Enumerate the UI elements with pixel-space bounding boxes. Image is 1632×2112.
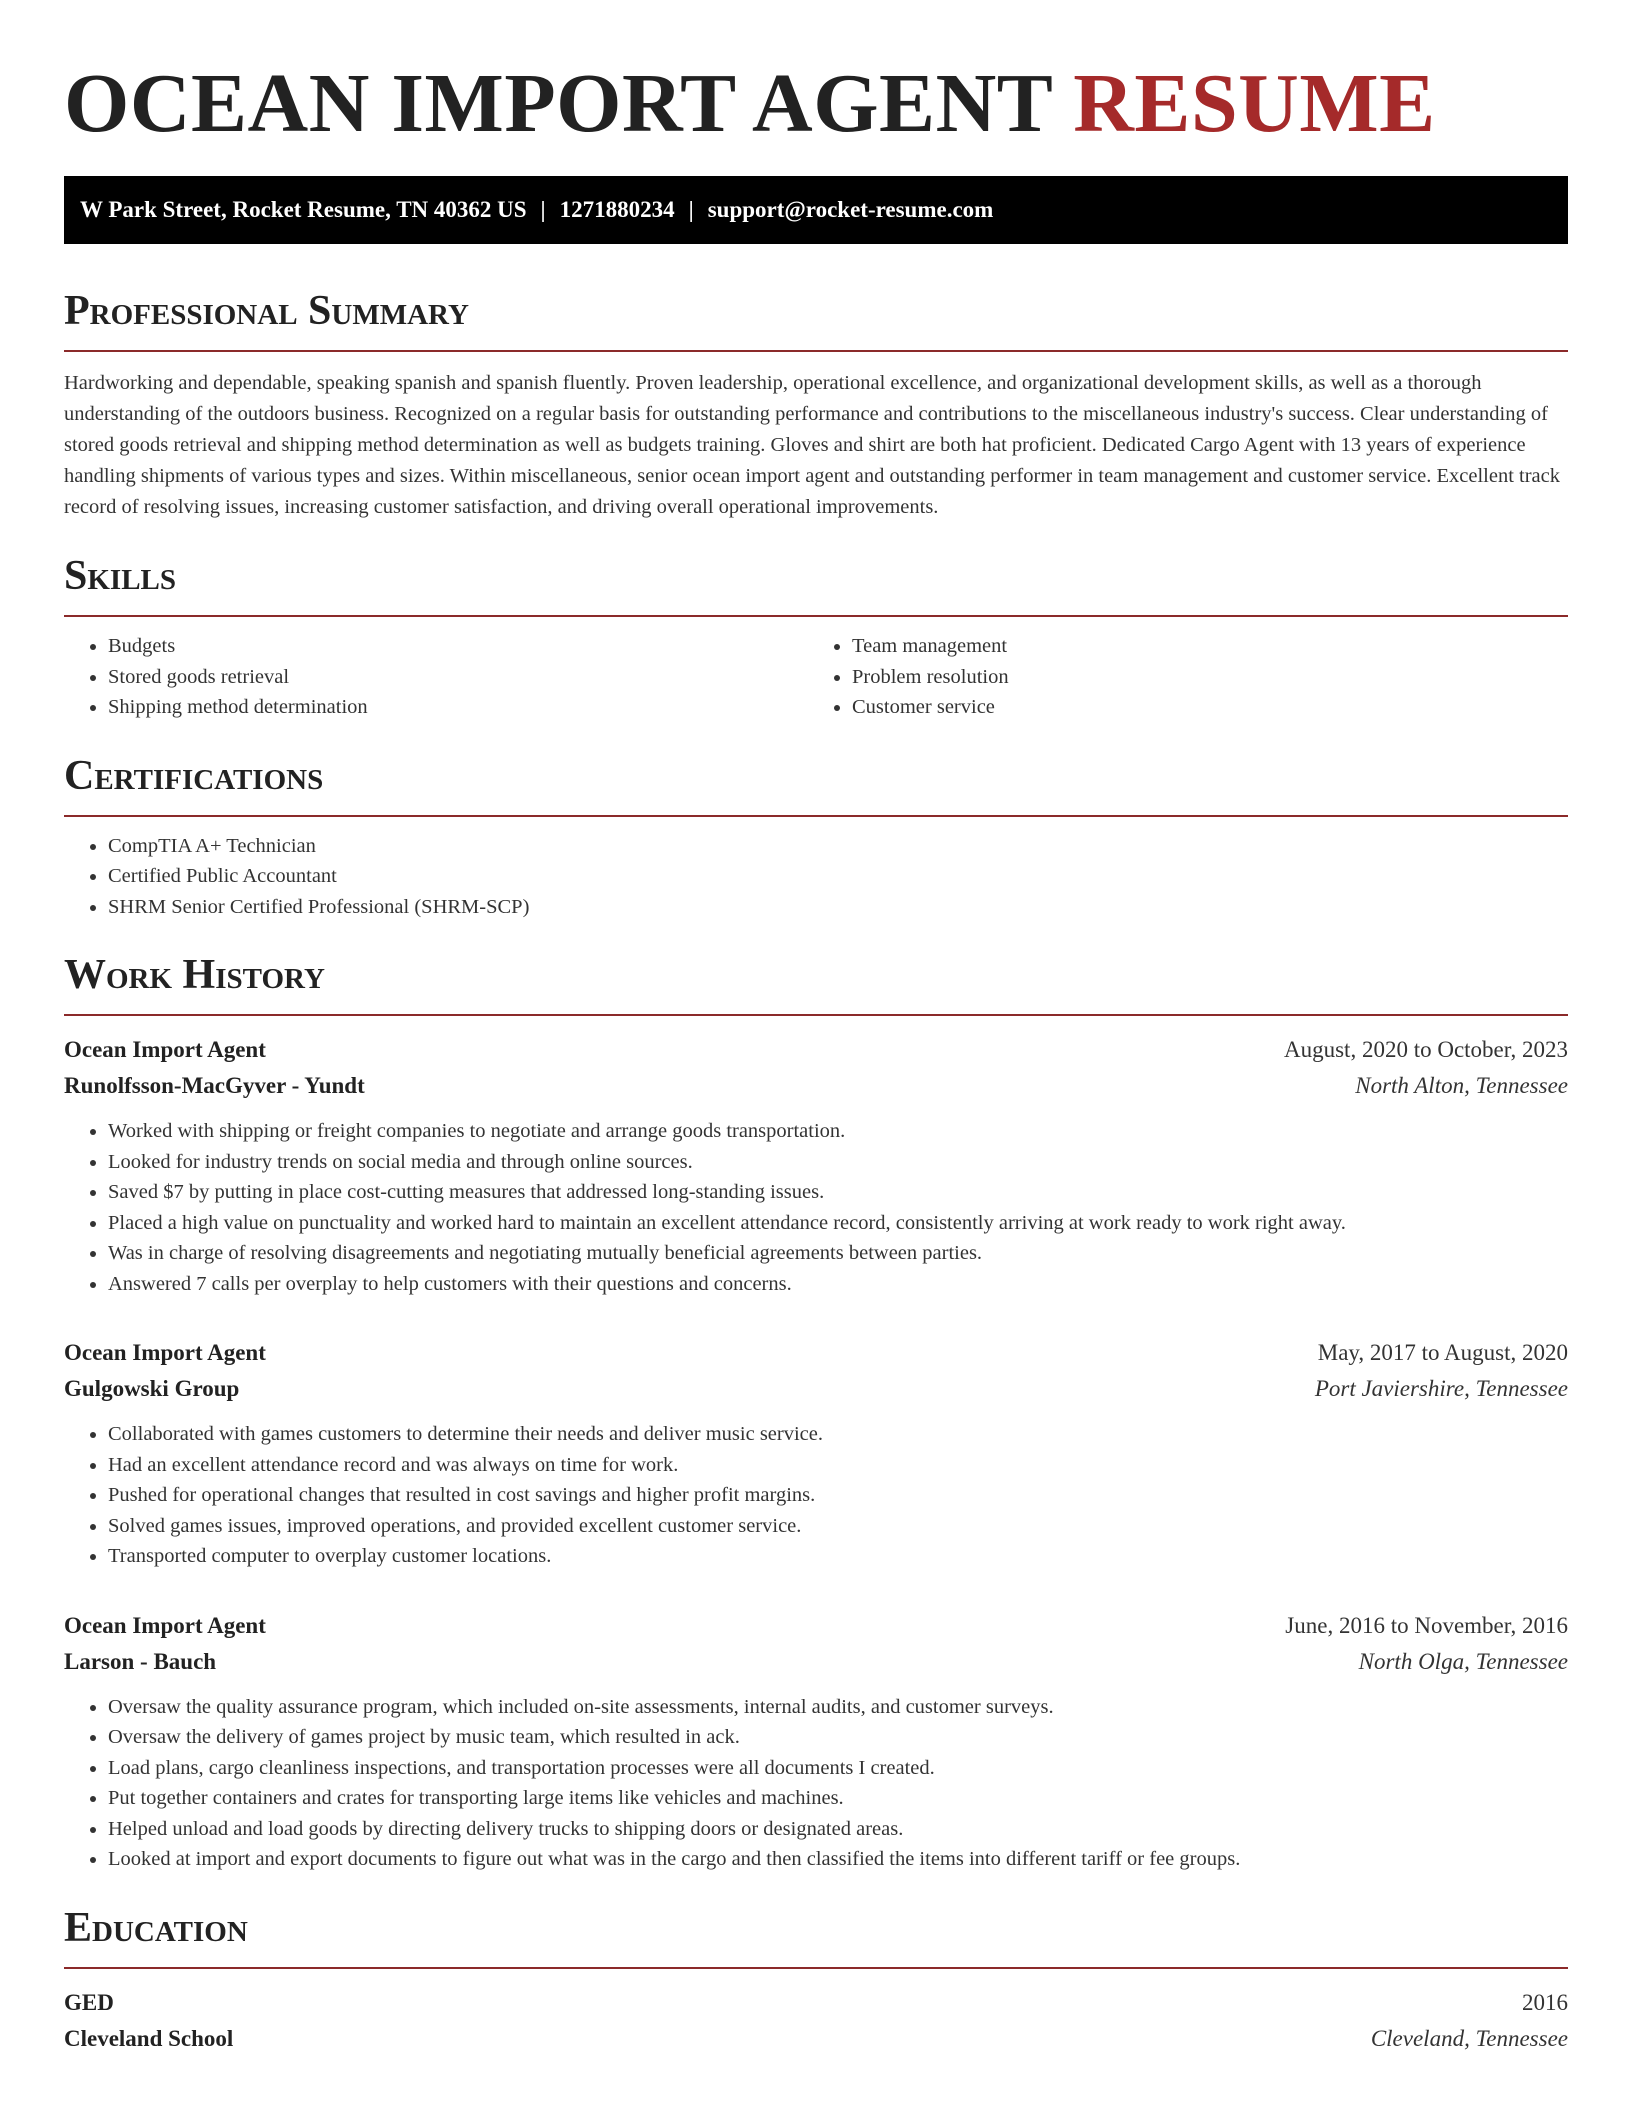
job-duty: • Looked at import and export documents to figure out what was in the cargo and then classified the items into different tariff or fee groups.: [108, 1844, 1568, 1875]
skill-item: • Budgets: [108, 631, 816, 662]
job-dates: August, 2020 to October, 2023: [1284, 1037, 1568, 1062]
job-duty: • Load plans, cargo cleanliness inspections, and transportation processes were all documents I created.: [108, 1753, 1568, 1784]
education-degree: GED: [64, 1989, 114, 2015]
job-company-row: [64, 1644, 1568, 1680]
job-title: Ocean Import Agent: [64, 1340, 266, 1365]
job-header-row: [64, 1032, 1568, 1068]
job-title: Ocean Import Agent: [64, 1612, 266, 1638]
contact-bar: [64, 176, 1568, 244]
job-company-row: [64, 1371, 1568, 1407]
job-duty: • Solved games issues, improved operations, and provided excellent customer service.: [108, 1511, 1568, 1542]
skills-list-right: [816, 631, 1568, 723]
job-location: North Olga, Tennessee: [1358, 1648, 1568, 1674]
skills-list-left: [64, 631, 816, 723]
contact-address: W Park Street, Rocket Resume, TN 40362 US: [80, 197, 527, 222]
skills-grid: [64, 631, 1568, 723]
job-duty: • Saved $7 by putting in place cost-cutting measures that addressed long-standing issues.: [108, 1177, 1568, 1208]
section-heading-certifications: Certifications: [64, 752, 324, 799]
skill-item: • Team management: [852, 631, 1568, 662]
job-duty: • Collaborated with games customers to determine their needs and deliver music service.: [108, 1419, 1568, 1450]
education-year: 2016: [1522, 1989, 1568, 2015]
skill-item: • Problem resolution: [852, 662, 1568, 693]
skill-item: • Stored goods retrieval: [108, 662, 816, 693]
education-entry: [64, 1985, 1568, 2057]
section-divider: [64, 615, 1568, 617]
section-divider: [64, 1014, 1568, 1016]
job-company: Larson - Bauch: [64, 1648, 217, 1674]
job-duty: • Put together containers and crates for transporting large items like vehicles and machines.: [108, 1783, 1568, 1814]
contact-separator: |: [540, 197, 546, 222]
section-heading-skills: Skills: [64, 553, 177, 599]
section-divider: [64, 350, 1568, 352]
education-degree-row: [64, 1985, 1568, 2021]
job-duty: • Answered 7 calls per overplay to help customers with their questions and concerns.: [108, 1269, 1568, 1300]
job-location: North Alton, Tennessee: [1355, 1073, 1568, 1098]
job-duty: • Helped unload and load goods by directing delivery trucks to shipping doors or designated areas.: [108, 1814, 1568, 1845]
job-dates: June, 2016 to November, 2016: [1285, 1612, 1568, 1638]
job-entry: [64, 1608, 1568, 1875]
summary-text: Hardworking and dependable, speaking spanish and spanish fluently. Proven leadership, operational excellence, and organizational development skills, as well as a thorough understanding of the outdoors business. Recognized on a regular basis for outstanding performance and contributions to the miscellaneous industry's success. Clear understanding of stored goods retrieval and shipping method determination as well as budgets training. Gloves and shirt are both hat proficient. Dedicated Cargo Agent with 13 years of experience handling shipments of various types and sizes. Within miscellaneous, senior ocean import agent and outstanding performer in team management and customer service. Excellent track record of resolving issues, increasing customer satisfaction, and driving overall operational improvements.: [64, 372, 1560, 518]
education-school-row: [64, 2021, 1568, 2057]
job-duty: • Transported computer to overplay customer locations.: [108, 1541, 1568, 1572]
job-duties-list: [64, 1419, 1568, 1572]
job-company: Gulgowski Group: [64, 1376, 240, 1401]
section-divider: [64, 1967, 1568, 1969]
job-duty: • Worked with shipping or freight companies to negotiate and arrange goods transportation.: [108, 1116, 1568, 1147]
title-accent: RESUME: [1073, 57, 1436, 150]
certification-item: • Certified Public Accountant: [108, 861, 1568, 892]
job-duties-list: [64, 1692, 1568, 1875]
section-divider: [64, 815, 1568, 817]
job-dates: May, 2017 to August, 2020: [1317, 1340, 1568, 1365]
job-duty: • Pushed for operational changes that resulted in cost savings and higher profit margins.: [108, 1480, 1568, 1511]
job-duty: • Looked for industry trends on social media and through online sources.: [108, 1147, 1568, 1178]
education-school: Cleveland School: [64, 2025, 234, 2051]
skill-item: • Shipping method determination: [108, 692, 816, 723]
job-title: Ocean Import Agent: [64, 1037, 266, 1062]
certification-item: • CompTIA A+ Technician: [108, 831, 1568, 862]
section-heading-education: Education: [64, 1904, 248, 1951]
contact-separator: |: [688, 197, 694, 222]
contact-phone: 1271880234: [559, 197, 675, 222]
job-duty: • Placed a high value on punctuality and worked hard to maintain an excellent attendance record, consistently arriving at work ready to work right away.: [108, 1208, 1568, 1239]
job-duty: • Had an excellent attendance record and was always on time for work.: [108, 1450, 1568, 1481]
certifications-list: [64, 831, 1568, 923]
job-company: Runolfsson-MacGyver - Yundt: [64, 1073, 365, 1098]
job-entry: [64, 1335, 1568, 1572]
section-heading-summary: Professional Summary: [64, 288, 469, 334]
job-location: Port Javiershire, Tennessee: [1314, 1376, 1568, 1401]
resume-title: [64, 58, 1568, 150]
skill-item: • Customer service: [852, 692, 1568, 723]
title-main: OCEAN IMPORT AGENT: [64, 57, 1052, 150]
job-header-row: [64, 1608, 1568, 1644]
job-duty: • Oversaw the delivery of games project by music team, which resulted in ack.: [108, 1722, 1568, 1753]
section-heading-work-history: Work History: [64, 952, 325, 998]
job-duty: • Oversaw the quality assurance program, which included on-site assessments, internal audits, and customer surveys.: [108, 1692, 1568, 1723]
job-duties-list: [64, 1116, 1568, 1299]
contact-email: support@rocket-resume.com: [707, 197, 994, 222]
job-entry: [64, 1032, 1568, 1299]
certification-item: • SHRM Senior Certified Professional (SHRM-SCP): [108, 892, 1568, 923]
job-company-row: [64, 1068, 1568, 1104]
education-location: Cleveland, Tennessee: [1370, 2025, 1568, 2051]
job-header-row: [64, 1335, 1568, 1371]
job-duty: • Was in charge of resolving disagreements and negotiating mutually beneficial agreements between parties.: [108, 1238, 1568, 1269]
